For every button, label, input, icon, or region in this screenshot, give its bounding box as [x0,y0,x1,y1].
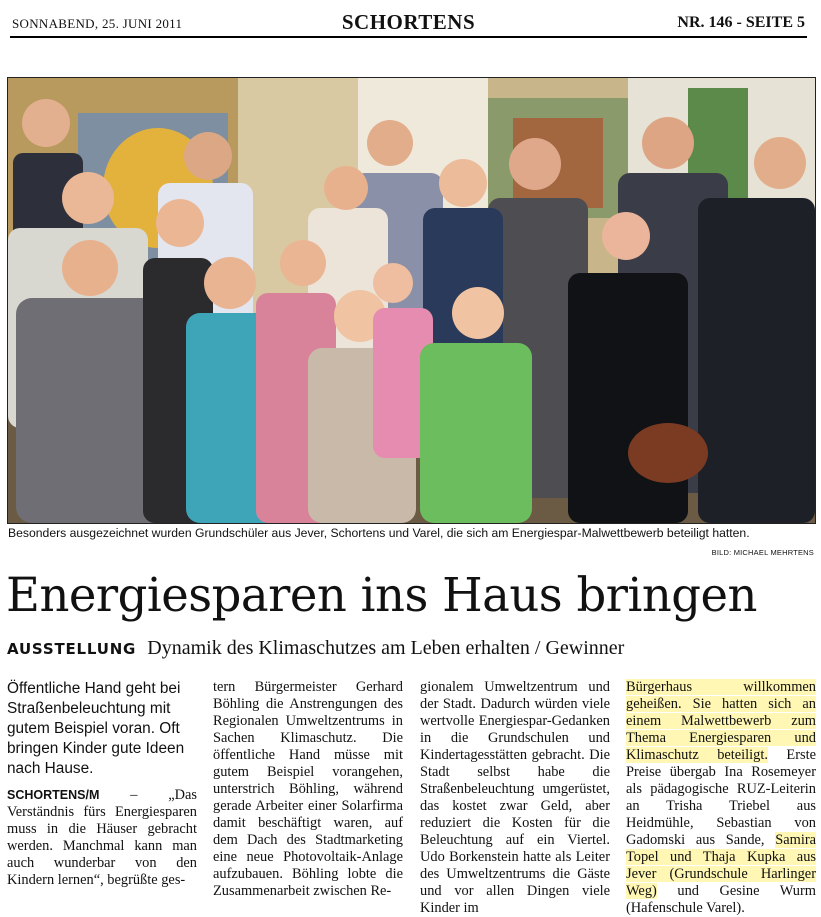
photo-caption: Besonders ausgezeichnet wurden Grundschüler aus Jever, Schortens und Varel, die sich am Energiespar-Malwettbewerb beteiligt hatten. [8,526,750,540]
article-lead: Öffentliche Hand geht bei Straßenbeleuchtung mit gutem Beispiel voran. Oft bringen Kinder gute Ideen nach Hause. [7,680,185,777]
highlighted-passage-1: Bürgerhaus willkommen geheißen. Sie hatten sich an einem Malwettbewerb zum Thema Energiesparen und Klimaschutz beteiligt. [626,679,816,763]
highlighted-passage-2: Samira Topel und Thaja Kupka aus Jever (Grundschule Harlinger Weg) [626,832,816,899]
section-title: SCHORTENS [341,10,476,34]
article-headline: Energiesparen ins Haus bringen [6,568,758,622]
article-subline [7,637,817,660]
column-4-text: Erste Preise übergab Ina Rosemeyer als pädagogische RUZ-Leiterin an Trisha Triebel aus Heidmühle, Sebastian von Gadomski aus Sande, [626,747,816,848]
column-4-end: und Gesine Wurm (Hafenschule Varel). [626,883,816,916]
group-photo [7,77,816,524]
page-number: NR. 146 - SEITE 5 [677,14,805,31]
photo-credit: BILD: MICHAEL MEHRTENS [711,548,814,557]
article-column-1 [7,679,197,889]
article-column-4 [626,679,816,917]
article-column-3: gionalem Umweltzentrum und der Stadt. Dadurch würden viele wertvolle Energiespar-Gedanken in die Grundschulen und Kindertagesstätten gebracht. Die Stadt selbst habe die Straßenbeleuchtung umgerüstet, das kostet zwar Geld, aber reduziert die Kosten für die Beleuchtung auf ein Viertel. Udo Borkenstein hatte als Leiter des Umweltzentrums die Gäste und vor allen Dingen viele Kinder im [420,679,610,916]
issue-date: SONNABEND, 25. JUNI 2011 [12,16,183,31]
article-kicker: AUSSTELLUNG [7,640,137,658]
column-1-body [7,787,197,889]
column-1-text: – „Das Verständnis fürs Energiesparen muss in die Häuser gebracht werden. Manchmal kann man auch wunderbar von den Kindern lernen“, begrüßte ges- [7,787,197,888]
group-photo-illustration [8,78,815,523]
article-column-2: tern Bürgermeister Gerhard Böhling die Anstrengungen des Regionalen Umweltzentrums in Sachen Klimaschutz. Die öffentliche Hand müsse mit gutem Beispiel vorangehen, unterstrich Böhling, während gerade Arbeiter einer Solarfirma damit beschäftigt waren, auf dem Dach des Stadtmarketing eine neue Photovoltaik-Anlage aufzubauen. Böhling lobte die Zusammenarbeit zwischen Re- [213,679,403,899]
article-dateline: SCHORTENS/M [7,788,100,802]
page-header [10,10,807,38]
article-subtitle: Dynamik des Klimaschutzes am Leben erhalten / Gewinner [147,637,625,659]
